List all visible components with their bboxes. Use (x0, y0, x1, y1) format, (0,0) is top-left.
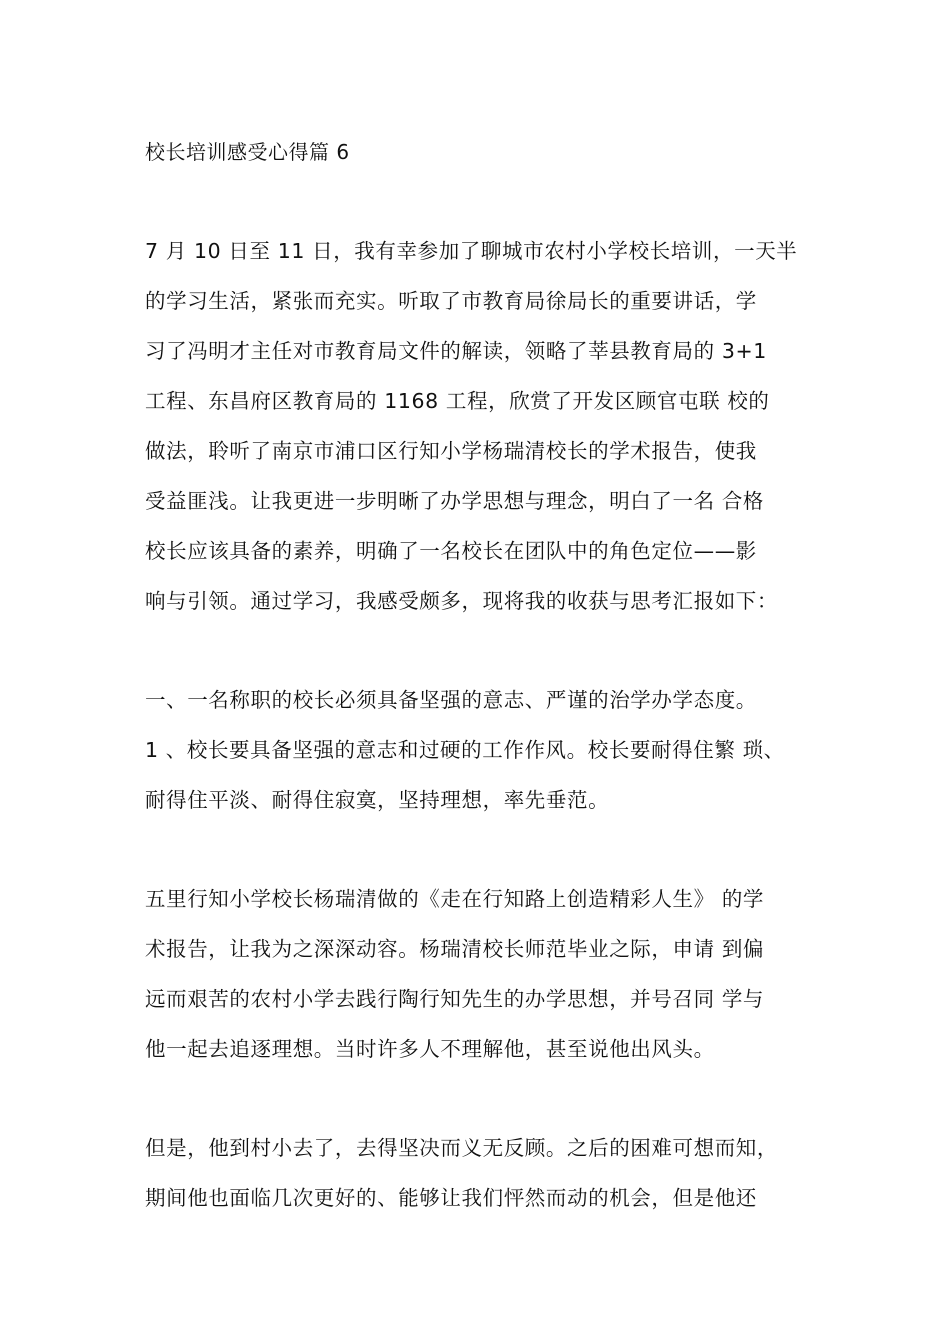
paragraph-2-line-3: 耐得住平淡、耐得住寂寞，坚持理想，率先垂范。 (145, 788, 610, 812)
paragraph-3-line-2: 术报告，让我为之深深动容。杨瑞清校长师范毕业之际，申请 到偏 (145, 937, 765, 961)
paragraph-1-line-6: 受益匪浅。让我更进一步明晰了办学思想与理念，明白了一名 合格 (145, 489, 765, 513)
paragraph-1-line-2: 的学习生活，紧张而充实。听取了市教育局徐局长的重要讲话，学 (145, 289, 757, 313)
paragraph-1-line-7: 校长应该具备的素养，明确了一名校长在团队中的角色定位——影 (145, 539, 757, 563)
paragraph-1-line-3: 习了冯明才主任对市教育局文件的解读，领略了莘县教育局的 3+1 (145, 339, 767, 363)
document-title: 校长培训感受心得篇 6 (145, 140, 350, 164)
paragraph-2-line-2: 1 、校长要具备坚强的意志和过硬的工作作风。校长要耐得住繁 琐、 (145, 738, 785, 762)
paragraph-2-line-1: 一、一名称职的校长必须具备坚强的意志、严谨的治学办学态度。 (145, 688, 757, 712)
paragraph-3-line-4: 他一起去追逐理想。当时许多人不理解他，甚至说他出风头。 (145, 1037, 715, 1061)
paragraph-1-line-4: 工程、东昌府区教育局的 1168 工程，欣赏了开发区顾官屯联 校的 (145, 389, 770, 413)
paragraph-4-line-2: 期间他也面临几次更好的、能够让我们怦然而动的机会，但是他还 (145, 1186, 757, 1210)
paragraph-1-line-1: 7 月 10 日至 11 日，我有幸参加了聊城市农村小学校长培训，一天半 (145, 239, 798, 263)
paragraph-3-line-3: 远而艰苦的农村小学去践行陶行知先生的办学思想，并号召同 学与 (145, 987, 765, 1011)
paragraph-4-line-1: 但是，他到村小去了，去得坚决而义无反顾。之后的困难可想而知， (145, 1136, 778, 1160)
paragraph-3-line-1: 五里行知小学校长杨瑞清做的《走在行知路上创造精彩人生》 的学 (145, 887, 765, 911)
paragraph-1-line-8: 响与引领。通过学习，我感受颇多，现将我的收获与思考汇报如下： (145, 589, 778, 613)
paragraph-1-line-5: 做法，聆听了南京市浦口区行知小学杨瑞清校长的学术报告，使我 (145, 439, 757, 463)
